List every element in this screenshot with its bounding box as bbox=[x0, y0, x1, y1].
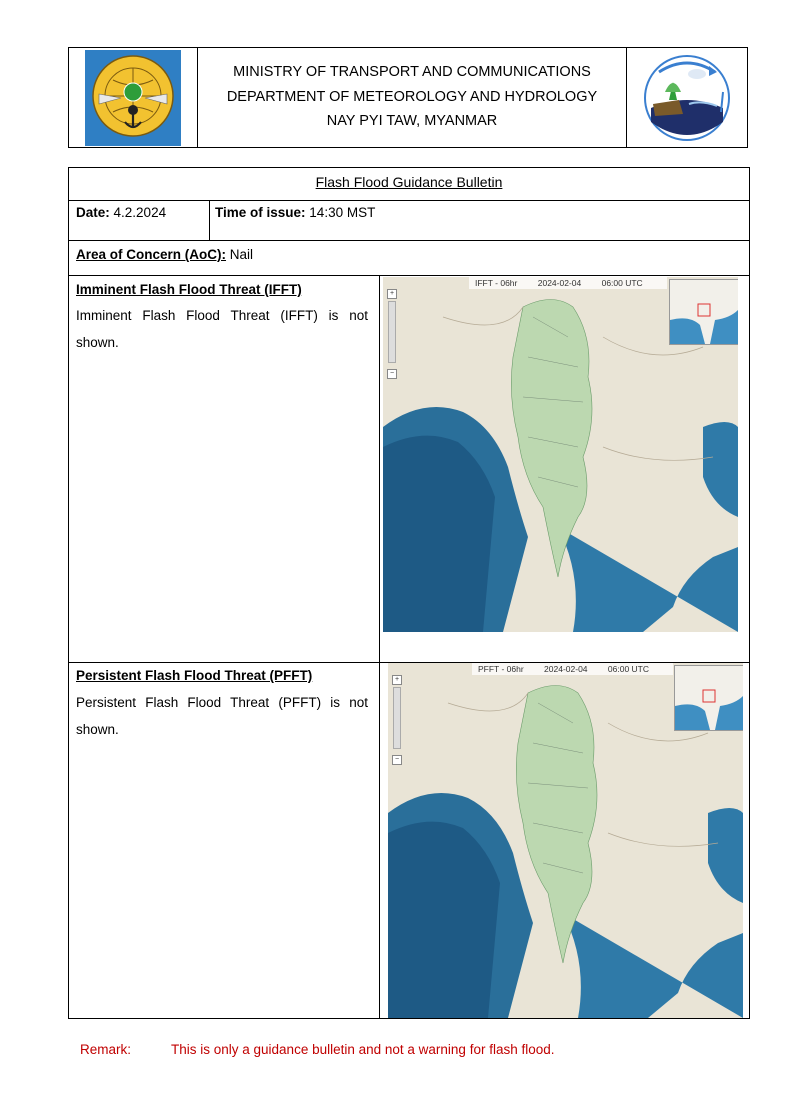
pfft-overview-inset[interactable] bbox=[674, 665, 743, 731]
remark-label: Remark: bbox=[80, 1042, 132, 1057]
remark-text: This is only a guidance bulletin and not a warning for flash flood. bbox=[171, 1042, 555, 1057]
letterhead bbox=[68, 47, 748, 148]
overview-map-icon bbox=[675, 666, 743, 730]
pfft-description: Persistent Flash Flood Threat (PFFT) is not shown. bbox=[76, 695, 368, 737]
date-value: 4.2.2024 bbox=[113, 205, 167, 220]
ministry-logo-cell bbox=[69, 48, 198, 147]
letterhead-titles bbox=[198, 48, 626, 147]
date-cell: Date: 4.2.2024 bbox=[76, 205, 167, 220]
zoom-slider[interactable] bbox=[393, 687, 401, 749]
bulletin-title: Flash Flood Guidance Bulletin bbox=[315, 174, 503, 190]
time-value: 14:30 MST bbox=[309, 205, 376, 220]
ifft-description: Imminent Flash Flood Threat (IFFT) is not shown. bbox=[76, 308, 368, 350]
zoom-in-button[interactable]: + bbox=[392, 675, 402, 685]
divider bbox=[69, 240, 749, 241]
area-of-concern-cell: Area of Concern (AoC): Nail bbox=[76, 247, 254, 262]
divider bbox=[379, 275, 380, 1019]
time-of-issue-cell: Time of issue: 14:30 MST bbox=[215, 205, 376, 220]
pfft-map-caption: PFFT - 06hr 2024-02-04 06:00 UTC bbox=[472, 663, 673, 675]
aoc-value: Nail bbox=[229, 247, 254, 262]
department-logo-cell bbox=[626, 48, 747, 147]
pfft-map[interactable] bbox=[388, 663, 743, 1018]
divider bbox=[69, 275, 749, 276]
ifft-heading: Imminent Flash Flood Threat (IFFT) bbox=[76, 282, 302, 297]
ministry-emblem-icon bbox=[85, 50, 181, 146]
zoom-in-button[interactable]: + bbox=[387, 289, 397, 299]
zoom-slider[interactable] bbox=[388, 301, 396, 363]
divider bbox=[69, 200, 749, 201]
ifft-overview-inset[interactable] bbox=[669, 279, 738, 345]
divider bbox=[209, 200, 210, 240]
department-name: DEPARTMENT OF METEOROLOGY AND HYDROLOGY bbox=[226, 88, 598, 105]
ministry-name: MINISTRY OF TRANSPORT AND COMMUNICATIONS bbox=[233, 63, 591, 80]
zoom-out-button[interactable]: − bbox=[387, 369, 397, 379]
overview-map-icon bbox=[670, 280, 738, 344]
pfft-heading: Persistent Flash Flood Threat (PFFT) bbox=[76, 668, 313, 683]
zoom-out-button[interactable]: − bbox=[392, 755, 402, 765]
ifft-map-caption: IFFT - 06hr 2024-02-04 06:00 UTC bbox=[469, 277, 667, 289]
water-cycle-logo-icon bbox=[639, 52, 735, 144]
ifft-map[interactable] bbox=[383, 277, 738, 632]
location-name: NAY PYI TAW, MYANMAR bbox=[326, 113, 498, 130]
